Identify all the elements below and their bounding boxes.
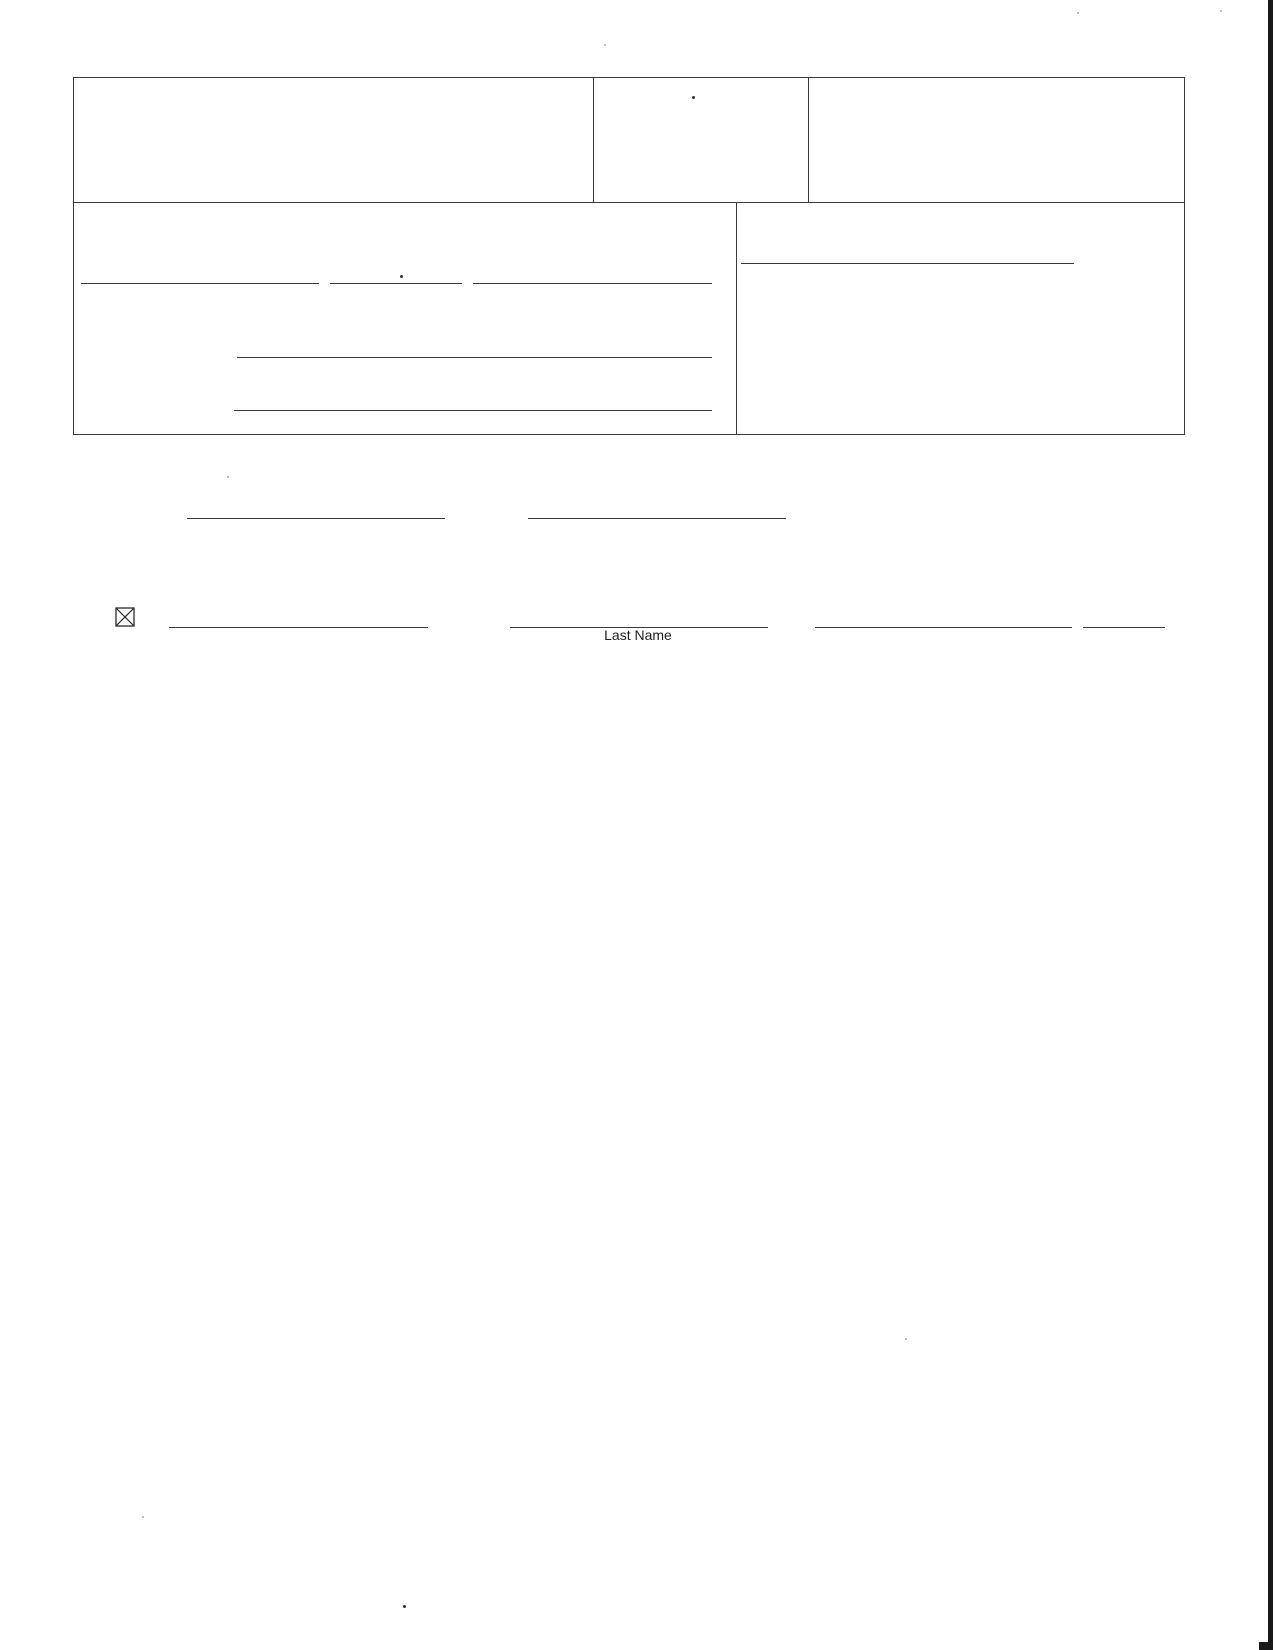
info-line-a1[interactable] (81, 283, 319, 284)
info-line-c[interactable] (234, 410, 712, 411)
scan-speck (1077, 12, 1079, 14)
scan-speck (1220, 10, 1222, 12)
header-dot (692, 96, 695, 99)
info-table (73, 202, 1185, 435)
info-divider (736, 202, 737, 435)
scan-edge (1266, 0, 1275, 1650)
info-line-right[interactable] (741, 263, 1074, 264)
name-line-3[interactable] (815, 627, 1072, 628)
info-line-a2[interactable] (330, 283, 462, 284)
checked-box-icon[interactable] (115, 607, 135, 627)
scan-corner (1259, 1642, 1273, 1650)
info-line-a3[interactable] (473, 283, 712, 284)
mid-line-2[interactable] (528, 518, 786, 519)
scan-dot (403, 1605, 406, 1608)
name-line-first[interactable] (169, 627, 428, 628)
scan-speck (604, 44, 606, 46)
info-line-b[interactable] (237, 357, 712, 358)
name-line-4[interactable] (1083, 627, 1165, 628)
header-divider-2 (808, 77, 809, 203)
scan-speck (905, 1338, 907, 1340)
info-dot (400, 275, 403, 278)
last-name-label: Last Name (604, 627, 672, 643)
header-divider-1 (593, 77, 594, 203)
mid-line-1[interactable] (187, 518, 445, 519)
header-table (73, 77, 1185, 203)
scan-speck (142, 1516, 144, 1518)
scan-speck (227, 476, 229, 478)
